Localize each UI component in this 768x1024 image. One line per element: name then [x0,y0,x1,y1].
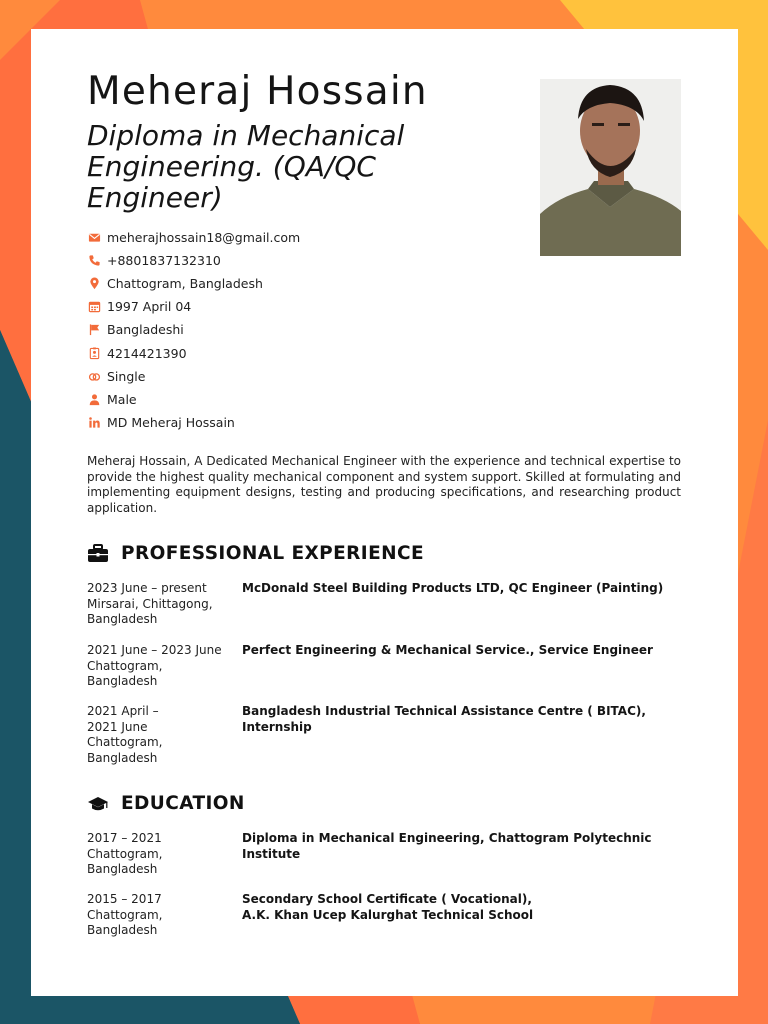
entry-date-location: 2021 June – 2023 June Chattogram, Bangladesh [87,643,222,689]
calendar-icon [87,300,101,314]
section-title: EDUCATION [121,793,245,814]
profile-photo [540,79,681,256]
entry-title: Secondary School Certificate ( Vocational), A.K. Khan Ucep Kalurghat Technical School [242,892,534,922]
contact-gender [87,388,300,411]
contact-text: Chattogram, Bangladesh [107,276,263,292]
entry-title: Bangladesh Industrial Technical Assistance Centre ( BITAC), Internship [242,704,646,734]
briefcase-icon [87,544,109,564]
candidate-name: Meheraj Hossain [87,69,428,114]
phone-icon [87,254,101,268]
linkedin-icon [87,415,101,429]
contact-text: Single [107,368,146,384]
contact-nationality [87,318,300,341]
section-title: PROFESSIONAL EXPERIENCE [121,543,425,564]
contact-email[interactable] [87,226,300,249]
resume-page [31,29,738,996]
experience-heading [87,543,424,564]
candidate-headline: Diploma in Mechanical Engineering. (QA/QC Engineer) [87,119,405,214]
education-heading [87,793,245,814]
contact-text: Male [107,391,137,407]
profile-summary: Meheraj Hossain, A Dedicated Mechanical Engineer with the experience and technical expertise to provide the highest quality mechanical component and system support. Skilled at formulating and implementing equipment designs, testing and producing specifications, and researching product application. [87,454,681,515]
contact-national-id [87,341,300,364]
person-icon [87,392,101,406]
contact-marital-status [87,365,300,388]
entry-date-location: 2023 June – present Mirsarai, Chittagong, Bangladesh [87,581,213,627]
contact-text: 4214421390 [107,345,187,361]
contact-location [87,272,300,295]
location-pin-icon [87,277,101,291]
contact-list [87,226,300,434]
contact-phone[interactable] [87,249,300,272]
contact-text: 1997 April 04 [107,299,192,315]
graduation-cap-icon [87,794,109,814]
rings-icon [87,369,101,383]
contact-linkedin[interactable] [87,411,300,434]
entry-date-location: 2015 – 2017 Chattogram, Bangladesh [87,892,163,938]
contact-text: Bangladeshi [107,322,184,338]
contact-text: meherajhossain18@gmail.com [107,230,301,246]
entry-title: Diploma in Mechanical Engineering, Chattogram Polytechnic Institute [242,831,652,861]
id-card-icon [87,346,101,360]
contact-birthdate [87,295,300,318]
contact-text: +8801837132310 [107,253,221,269]
entry-date-location: 2017 – 2021 Chattogram, Bangladesh [87,831,163,877]
entry-title: Perfect Engineering & Mechanical Service., Service Engineer [242,643,653,657]
entry-date-location: 2021 April – 2021 June Chattogram, Bangladesh [87,704,163,765]
contact-text: MD Meheraj Hossain [107,414,235,430]
flag-icon [87,323,101,337]
entry-title: McDonald Steel Building Products LTD, QC Engineer (Painting) [242,581,664,595]
email-icon [87,231,101,245]
